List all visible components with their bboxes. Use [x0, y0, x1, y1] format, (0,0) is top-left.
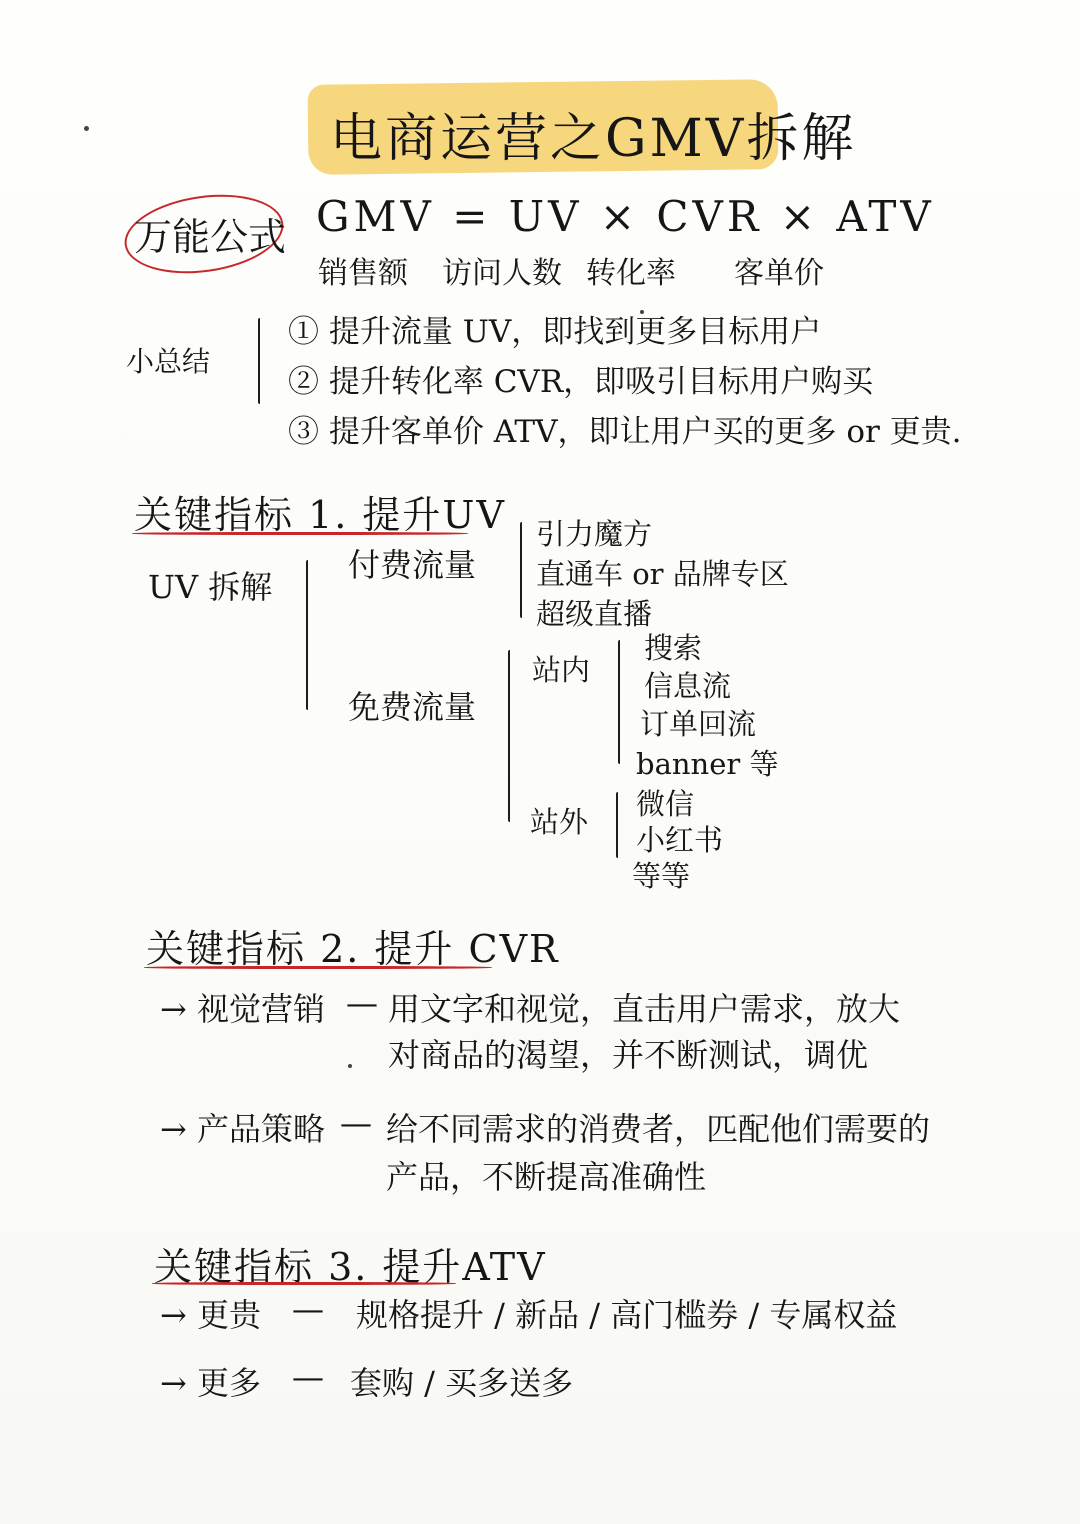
offsite-item-3: 等等	[632, 859, 691, 893]
paid-traffic-label: 付费流量	[348, 546, 477, 584]
offsite-label: 站外	[530, 805, 589, 839]
formula-badge: 万能公式	[134, 215, 287, 259]
section3-underline	[152, 1282, 456, 1285]
cvr-item-1-name: → 视觉营销	[160, 990, 325, 1028]
section1-title: 关键指标 1. 提升UV	[134, 493, 506, 537]
section1-underline	[132, 532, 468, 535]
offsite-item-1: 微信	[636, 787, 695, 821]
atv-item-1-text: 规格提升 / 新品 / 高门槛券 / 专属权益	[356, 1296, 898, 1334]
summary-item-3: ③ 提升客单价 ATV，即让用户买的更多 or 更贵.	[288, 414, 962, 450]
cvr-item-2-name: → 产品策略	[160, 1110, 325, 1148]
offsite-brace	[616, 792, 618, 858]
atv-item-2-dash: —	[292, 1358, 324, 1396]
cvr-item-2-line2: 产品，不断提高准确性	[386, 1158, 707, 1196]
atv-item-1-dash: —	[292, 1290, 324, 1328]
free-brace	[508, 650, 510, 822]
paid-item-1: 引力魔方	[536, 517, 653, 551]
paid-item-2: 直通车 or 品牌专区	[536, 557, 789, 591]
section3-title: 关键指标 3. 提升ATV	[154, 1245, 547, 1289]
paid-brace	[520, 522, 522, 618]
summary-brace	[258, 318, 260, 404]
summary-item-2: ② 提升转化率 CVR，即吸引目标用户购买	[288, 364, 874, 400]
summary-label: 小总结	[126, 345, 211, 378]
uv-brace	[306, 560, 308, 710]
uv-breakdown-label: UV 拆解	[148, 568, 273, 606]
ink-dot	[84, 126, 89, 131]
label-atv: 客单价	[734, 256, 824, 291]
label-cvr: 转化率	[586, 256, 676, 291]
cvr-item-1-line2: 对商品的渴望，并不断测试，调优	[388, 1036, 869, 1074]
cvr-item-2-line1: 给不同需求的消费者，匹配他们需要的	[386, 1110, 931, 1148]
free-traffic-label: 免费流量	[348, 688, 477, 726]
onsite-brace	[618, 640, 620, 764]
offsite-item-2: 小红书	[636, 823, 724, 857]
paid-item-3: 超级直播	[536, 597, 653, 631]
atv-item-2-name: → 更多	[160, 1364, 261, 1402]
onsite-item-3: 订单回流	[640, 707, 757, 741]
ink-dot	[640, 310, 644, 314]
label-uv: 访问人数	[442, 256, 562, 291]
atv-item-2-text: 套购 / 买多送多	[350, 1364, 574, 1402]
onsite-item-2: 信息流	[644, 669, 732, 703]
onsite-item-1: 搜索	[644, 631, 703, 665]
atv-item-1-name: → 更贵	[160, 1296, 261, 1334]
summary-item-1: ① 提升流量 UV，即找到更多目标用户	[288, 314, 822, 350]
gmv-formula: GMV = UV × CVR × ATV	[316, 192, 935, 241]
cvr-item-2-dash: —	[340, 1104, 372, 1142]
onsite-item-4: banner 等	[636, 747, 779, 781]
section2-title: 关键指标 2. 提升 CVR	[146, 927, 560, 971]
cvr-item-1-dash: —	[346, 984, 378, 1022]
label-gmv: 销售额	[318, 256, 408, 291]
ink-dot	[348, 1064, 352, 1068]
section2-underline	[144, 966, 492, 969]
page-title: 电商运营之GMV拆解	[330, 109, 857, 169]
onsite-label: 站内	[532, 653, 591, 687]
cvr-item-1-line1: 用文字和视觉，直击用户需求，放大	[388, 990, 901, 1028]
